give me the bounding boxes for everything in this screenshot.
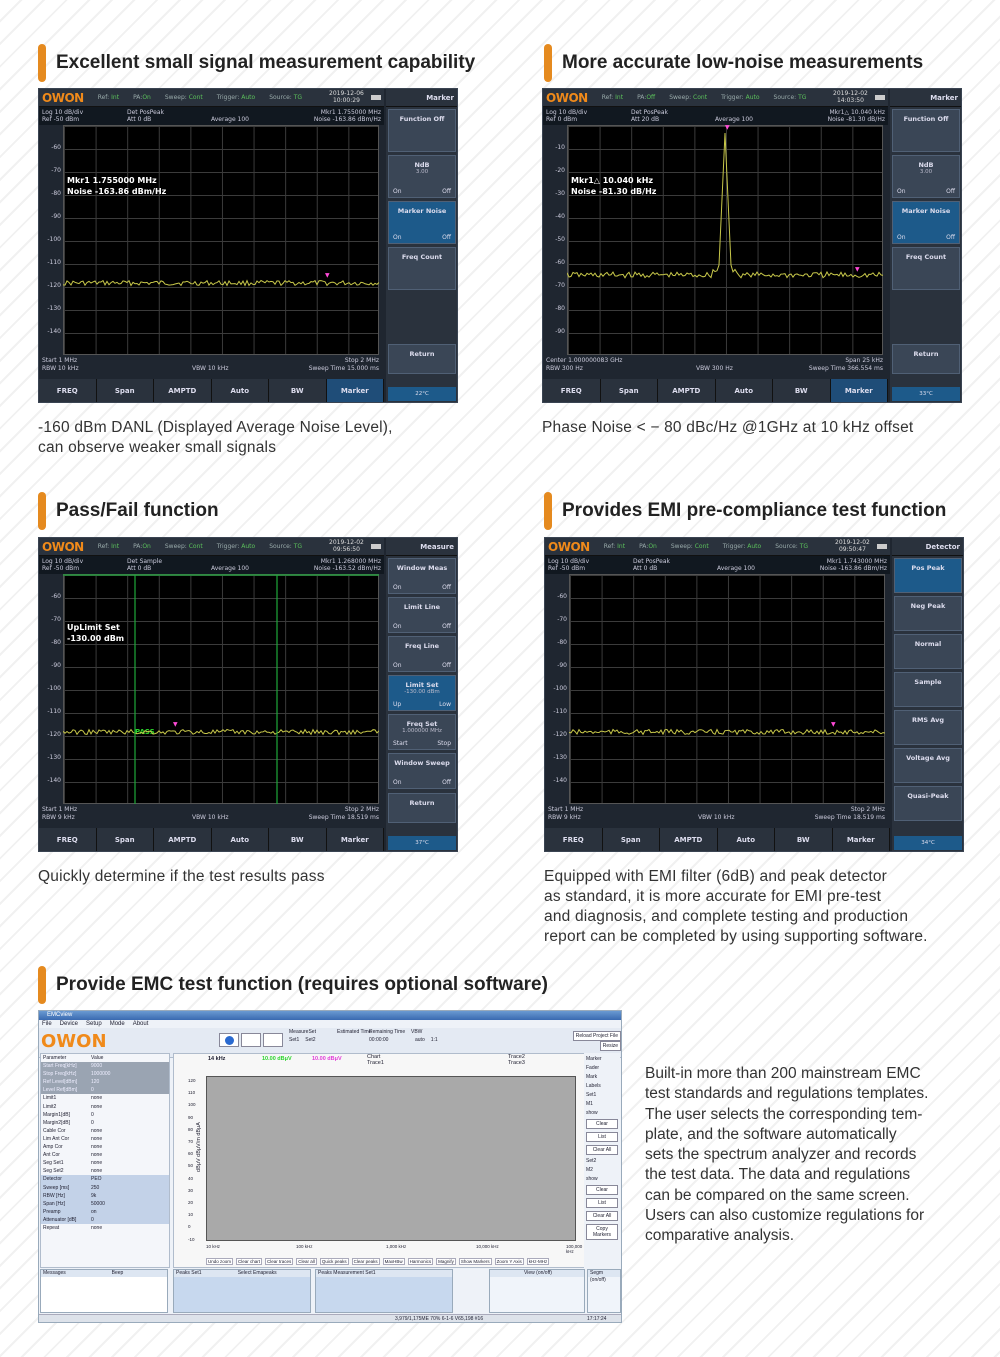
datetime: 2019-12-06 10:00:29 bbox=[329, 90, 364, 104]
softkey-marker[interactable]: Marker bbox=[327, 828, 385, 852]
y-tick: -90 bbox=[51, 662, 61, 669]
softkey-span[interactable]: Span bbox=[97, 828, 155, 852]
section-heading-pass-fail: Pass/Fail function bbox=[38, 492, 219, 530]
source-status: Source: TG bbox=[269, 543, 303, 550]
owon-logo: OWON bbox=[548, 539, 590, 554]
power-button[interactable] bbox=[219, 1033, 239, 1047]
bottom-panels bbox=[39, 1269, 622, 1315]
menu-item[interactable]: RMS Avg bbox=[894, 710, 962, 745]
trigger-status: Trigger: Auto bbox=[722, 543, 762, 550]
trace-svg bbox=[63, 125, 379, 355]
parameter-row[interactable]: Cable Cor none bbox=[43, 1127, 103, 1134]
spectrum-trace bbox=[567, 133, 883, 278]
sweep-status: Sweep: Cont bbox=[164, 543, 203, 550]
menu-file[interactable]: File bbox=[42, 1021, 52, 1027]
softkey-marker[interactable]: Marker bbox=[831, 379, 889, 403]
side-control[interactable]: Clear All bbox=[586, 1211, 618, 1221]
softkey-bar bbox=[545, 828, 890, 852]
y-tick: -80 bbox=[51, 190, 61, 197]
y-tick: -130 bbox=[553, 754, 567, 761]
marker-side-panel bbox=[584, 1053, 620, 1268]
emc-y-tick: 80 bbox=[188, 1126, 194, 1132]
menu-item[interactable]: NdB 3.00 On Off bbox=[892, 155, 960, 198]
emc-y-tick: 50 bbox=[188, 1163, 194, 1169]
emc-y-tick: 0 bbox=[188, 1224, 191, 1230]
measurement-info: Log 10 dB/div Ref -50 dBm Det PosPeak Att 0 dB Average 100 Mkr1 1.755000 MHz Noise -163.86 dBm/Hz bbox=[39, 107, 384, 125]
battery-icon bbox=[371, 95, 381, 100]
parameter-row[interactable]: Seg Set1 none bbox=[43, 1160, 103, 1167]
side-control: Labels bbox=[586, 1083, 601, 1089]
sweep-status: Sweep: Cont bbox=[669, 94, 708, 101]
trace-svg bbox=[569, 574, 885, 804]
menu-item[interactable]: Freq Count bbox=[388, 247, 456, 290]
chart-toolbar-button[interactable]: Show Markers bbox=[460, 1259, 490, 1264]
softkey-bar bbox=[39, 828, 384, 852]
side-control[interactable]: Clear bbox=[586, 1185, 618, 1195]
side-control: Mark bbox=[586, 1074, 598, 1080]
softkey-amptd[interactable]: AMPTD bbox=[154, 828, 212, 852]
side-control: Marker bbox=[586, 1056, 602, 1062]
emc-y-tick: 40 bbox=[188, 1175, 194, 1181]
analyzer-screen: OWON Ref: Int PA:On Sweep: Cont Trigger: Auto Source: TG 2019-12-06 10:00:29 Log 10 dB/div Ref -50 dBm Det PosPeak Att 0 dB Average 100 Mkr1 1.755000 MHz Noise -163.86 dBm/Hz -60 -70 -80 -90 -100 -110 -120 -130 -140 Mkr1 1.755000 MHz Noise -163.86 dBm/Hz Start 1 MHz RBW 10 kHz VBW 10 kHz Stop 2 MHz Sweep Time 15.000 ms FREQ Span AMPTD Auto BW Marker Marker Function Off NdB 3.00 On Off Marker Noise On Off Freq Count Return 22°C ▼ bbox=[38, 88, 458, 403]
ref-status: Ref: Int bbox=[603, 543, 626, 550]
parameter-row[interactable]: Level Ref[dBm] 0 bbox=[41, 1086, 169, 1094]
emc-x-tick: 100 kHz bbox=[296, 1244, 313, 1249]
chart-toolbar-button[interactable]: Clear all bbox=[298, 1259, 315, 1264]
softkey-bw[interactable]: BW bbox=[269, 828, 327, 852]
menu-item[interactable]: Freq Set 1.000000 MHz Start Stop bbox=[388, 714, 456, 750]
y-tick: -70 bbox=[51, 167, 61, 174]
softkey-auto[interactable]: Auto bbox=[718, 828, 776, 852]
emc-y-tick: -10 bbox=[188, 1236, 195, 1242]
menu-about[interactable]: About bbox=[132, 1021, 149, 1027]
emcview-window bbox=[38, 1010, 622, 1323]
softkey-auto[interactable]: Auto bbox=[212, 379, 270, 403]
run-button[interactable] bbox=[263, 1033, 283, 1047]
sweep-status: Sweep: Cont bbox=[164, 94, 203, 101]
ref-status: Ref: Int bbox=[97, 543, 120, 550]
function-menu: Measure Window Meas On Off Limit Line On Off Freq Line On Off Limit Set -130.00 dBm Up Low Freq Set 1.000000 MHz Start Stop Window Sweep On Off Return 37°C bbox=[386, 538, 458, 852]
softkey-freq[interactable]: FREQ bbox=[39, 828, 97, 852]
softkey-auto[interactable]: Auto bbox=[716, 379, 774, 403]
y-tick: -120 bbox=[553, 731, 567, 738]
side-control: Set2 bbox=[586, 1158, 597, 1164]
estimated-time-label: Estimated Time bbox=[337, 1029, 372, 1035]
y-tick: -30 bbox=[555, 190, 565, 197]
parameter-row[interactable]: Seg Set2 none bbox=[43, 1168, 103, 1175]
section-heading-small-signal: Excellent small signal measurement capability bbox=[38, 44, 475, 82]
chart-toolbar-button[interactable]: MaxHBw bbox=[384, 1259, 403, 1264]
menu-item[interactable]: Marker Noise On Off bbox=[892, 201, 960, 244]
y-tick: -90 bbox=[51, 213, 61, 220]
beep-checkbox[interactable]: Beep bbox=[111, 1270, 124, 1276]
marker-readout: Mkr1△ 10.040 kHz Noise -81.30 dB/Hz bbox=[571, 176, 657, 196]
menu-item[interactable]: Marker Noise On Off bbox=[388, 201, 456, 244]
y-tick: -20 bbox=[555, 167, 565, 174]
emc-y-tick: 10 bbox=[188, 1212, 194, 1218]
peaks-measurement-panel: Peaks Measurement Set1 bbox=[315, 1269, 453, 1313]
emc-y-tick: 90 bbox=[188, 1114, 194, 1120]
y-tick: -110 bbox=[47, 259, 61, 266]
pass-indicator: PASS bbox=[135, 728, 155, 736]
chart-toolbar-button[interactable]: Clear chart bbox=[238, 1259, 261, 1264]
y-tick: -100 bbox=[553, 685, 567, 692]
softkey-bw[interactable]: BW bbox=[773, 379, 831, 403]
measurement-info: Log 10 dB/div Ref -50 dBm Det Sample Att 0 dB Average 100 Mkr1 1.268000 MHz Noise -163.52 dBm/Hz bbox=[39, 556, 384, 574]
parameter-header: Parameter Value bbox=[43, 1055, 104, 1061]
menu-item[interactable]: Pos Peak bbox=[894, 558, 962, 593]
chart-toolbar-button[interactable]: kHz-MHz bbox=[528, 1259, 548, 1264]
messages-panel: Messages Beep bbox=[40, 1269, 168, 1313]
accent-bar bbox=[38, 966, 46, 1004]
section-heading-low-noise: More accurate low-noise measurements bbox=[544, 44, 923, 82]
y-tick: -100 bbox=[47, 685, 61, 692]
datetime: 2019-12-02 14:03:50 bbox=[833, 90, 868, 104]
owon-logo: OWON bbox=[42, 539, 84, 554]
chart-toolbar-button[interactable]: Zoom Y Axis bbox=[496, 1259, 522, 1264]
trace-svg bbox=[63, 574, 379, 804]
view-panel[interactable]: View (on/off) bbox=[489, 1269, 585, 1313]
y-tick: -50 bbox=[555, 236, 565, 243]
y-tick: -90 bbox=[555, 328, 565, 335]
pa-status: PA:On bbox=[639, 543, 657, 550]
parameter-row[interactable]: Sweep [ms] 250 bbox=[41, 1184, 169, 1192]
parameter-row[interactable]: RBW [Hz] 9k bbox=[41, 1192, 169, 1200]
caption-low-noise: Phase Noise < − 80 dBc/Hz @1GHz at 10 kHz offset bbox=[542, 419, 914, 436]
time-value: 00:00:00 bbox=[369, 1037, 389, 1043]
side-control: Fader bbox=[586, 1065, 600, 1071]
parameter-row[interactable]: Amp Cor none bbox=[43, 1144, 103, 1151]
marker-readout: Mkr1 1.755000 MHz Noise -163.86 dBm/Hz bbox=[67, 176, 167, 196]
softkey-amptd[interactable]: AMPTD bbox=[660, 828, 718, 852]
segm-panel[interactable]: Segm (on/off) bbox=[587, 1269, 621, 1313]
emc-y-tick: 60 bbox=[188, 1151, 194, 1157]
y-tick: -70 bbox=[51, 616, 61, 623]
marker-point: ▼ bbox=[725, 125, 730, 131]
owon-logo: OWON bbox=[546, 90, 588, 105]
softkey-span[interactable]: Span bbox=[97, 379, 155, 403]
trace1-label: Trace1 bbox=[367, 1060, 384, 1066]
side-control: M2 bbox=[586, 1167, 593, 1173]
parameter-row[interactable]: Ant Cor none bbox=[43, 1152, 103, 1159]
softkey-bw[interactable]: BW bbox=[269, 379, 327, 403]
accent-bar bbox=[544, 44, 552, 82]
vbw-label: VBW bbox=[411, 1029, 423, 1035]
measurement-info: Log 10 dB/div Ref -50 dBm Det PosPeak Att 0 dB Average 100 Mkr1 1.743000 MHz Noise -163.86 dBm/Hz bbox=[545, 556, 890, 574]
parameter-row[interactable]: Limit1 none bbox=[43, 1095, 103, 1102]
source-status: Source: TG bbox=[775, 543, 809, 550]
chart-toolbar-button[interactable]: Quick peaks bbox=[321, 1259, 347, 1264]
side-control: show bbox=[586, 1176, 598, 1182]
source-status: Source: TG bbox=[269, 94, 303, 101]
y-tick: -120 bbox=[47, 282, 61, 289]
y-tick: -70 bbox=[557, 616, 567, 623]
legend-2: 10.00 dBμV bbox=[312, 1056, 342, 1062]
menu-item[interactable]: Freq Line On Off bbox=[388, 636, 456, 672]
trigger-status: Trigger: Auto bbox=[216, 543, 256, 550]
y-tick: -80 bbox=[557, 639, 567, 646]
y-tick: -80 bbox=[51, 639, 61, 646]
parameter-row[interactable]: Limit2 none bbox=[43, 1103, 103, 1110]
datetime: 2019-12-02 09:50:47 bbox=[835, 539, 870, 553]
menu-item[interactable]: Quasi-Peak bbox=[894, 786, 962, 821]
softkey-auto[interactable]: Auto bbox=[212, 828, 270, 852]
pa-status: PA:On bbox=[133, 94, 151, 101]
trace2-label: Trace2 bbox=[508, 1054, 525, 1060]
side-control: Set1 bbox=[586, 1092, 597, 1098]
source-status: Source: TG bbox=[773, 94, 807, 101]
function-menu: Marker Function Off NdB 3.00 On Off Marker Noise On Off Freq Count Return 33°C bbox=[890, 89, 962, 403]
parameter-row[interactable]: Detector PEO bbox=[41, 1175, 169, 1183]
chart-label: Chart bbox=[367, 1054, 381, 1060]
menu-item[interactable]: Return bbox=[892, 344, 960, 374]
emc-plot-area[interactable] bbox=[206, 1076, 576, 1241]
y-tick: -140 bbox=[553, 777, 567, 784]
y-tick: -110 bbox=[553, 708, 567, 715]
trigger-status: Trigger: Auto bbox=[721, 94, 760, 101]
reload-project-button[interactable]: Reload Project File bbox=[573, 1031, 621, 1041]
emc-x-tick: 10 kHz bbox=[206, 1244, 221, 1249]
ref-status: Ref: Int bbox=[601, 94, 624, 101]
softkey-freq[interactable]: FREQ bbox=[39, 379, 97, 403]
datetime: 2019-12-02 09:56:50 bbox=[329, 539, 364, 553]
chart-toolbar-button[interactable]: Undo zoom bbox=[208, 1259, 232, 1264]
parameter-table bbox=[40, 1053, 170, 1268]
vbw-options[interactable]: auto 1:1 bbox=[415, 1037, 438, 1043]
softkey-freq[interactable]: FREQ bbox=[545, 828, 603, 852]
side-control[interactable]: List bbox=[586, 1132, 618, 1142]
emc-y-tick: 70 bbox=[188, 1139, 194, 1144]
softkey-amptd[interactable]: AMPTD bbox=[658, 379, 716, 403]
pa-status: PA:On bbox=[133, 543, 151, 550]
trace-svg bbox=[567, 125, 883, 355]
chart-toolbar-button[interactable]: Magnify bbox=[438, 1259, 454, 1264]
menu-item[interactable]: Normal bbox=[894, 634, 962, 669]
menu-item[interactable]: Neg Peak bbox=[894, 596, 962, 631]
sweep-status: Sweep: Cont bbox=[670, 543, 709, 550]
parameter-row[interactable]: Preamp on bbox=[41, 1208, 169, 1216]
menu-item[interactable]: Function Off bbox=[388, 109, 456, 152]
battery-icon bbox=[371, 544, 381, 549]
resize-button[interactable]: Resize bbox=[600, 1041, 621, 1051]
menu-item[interactable]: Sample bbox=[894, 672, 962, 707]
menu-item[interactable]: Voltage Avg bbox=[894, 748, 962, 783]
chart-toolbar-button[interactable]: Clear traces bbox=[267, 1259, 292, 1264]
parameter-row[interactable]: Stop Freq[kHz] 1000000 bbox=[41, 1070, 169, 1078]
section-heading-emi: Provides EMI pre-compliance test function bbox=[544, 492, 946, 530]
menu-item[interactable]: Return bbox=[388, 344, 456, 374]
pa-status: PA:Off bbox=[637, 94, 656, 101]
marker-point: ▼ bbox=[831, 721, 836, 728]
measure-set-radios[interactable]: Set1 Set2 bbox=[289, 1037, 316, 1043]
side-control[interactable]: Clear bbox=[586, 1119, 618, 1129]
accent-bar bbox=[38, 492, 46, 530]
remaining-time-label: Remaining Time bbox=[369, 1029, 406, 1035]
analyzer-screen: OWON Ref: Int PA:On Sweep: Cont Trigger: Auto Source: TG 2019-12-02 09:50:47 Log 10 dB/div Ref -50 dBm Det PosPeak Att 0 dB Average 100 Mkr1 1.743000 MHz Noise -163.86 dBm/Hz -60 -70 -80 -90 -100 -110 -120 -130 -140 Start 1 MHz RBW 9 kHz VBW 10 kHz Stop 2 MHz Sweep Time 18.519 ms FREQ Span AMPTD Auto BW Marker Detector Pos Peak Neg Peak Normal Sample RMS Avg Voltage Avg Quasi-Peak 34°C ▼ bbox=[544, 537, 964, 852]
softkey-marker[interactable]: Marker bbox=[833, 828, 891, 852]
emc-y-tick: 20 bbox=[188, 1200, 194, 1205]
marker-point: ▼ bbox=[173, 721, 178, 728]
owon-logo: OWON bbox=[42, 90, 84, 105]
side-control: show bbox=[586, 1110, 598, 1116]
menu-item[interactable]: Window Meas On Off bbox=[388, 558, 456, 594]
y-tick: -140 bbox=[47, 777, 61, 784]
caption-emi: Equipped with EMI filter (6dB) and peak detector as standard, it is more accurate for EMI pre-test and diagnosis, and complete testing and production report can be completed by using supporting software. bbox=[544, 868, 928, 945]
emc-chart-panel bbox=[173, 1053, 585, 1268]
temperature-status: 37°C bbox=[388, 836, 456, 850]
marker-point: ▼ bbox=[325, 272, 330, 279]
caption-emc: Built-in more than 200 mainstream EMC test standards and regulations templates. The user selects the corresponding tem- plate, and the software automatically sets the spectrum analyzer and records the test data. The data and regulations can be compared on the same screen. Users can also customize regulations for comparative analysis. bbox=[645, 1065, 929, 1245]
y-tick: -90 bbox=[557, 662, 567, 669]
accent-bar bbox=[544, 492, 552, 530]
side-control[interactable]: Clear All bbox=[586, 1145, 618, 1155]
softkey-bar bbox=[39, 379, 384, 403]
peaks-set1-panel: Peaks Set1 Select Emapeaks bbox=[173, 1269, 311, 1313]
emc-x-tick: 1,000 kHz bbox=[386, 1244, 407, 1249]
softkey-span[interactable]: Span bbox=[601, 379, 659, 403]
analyzer-screen: OWON Ref: Int PA:On Sweep: Cont Trigger: Auto Source: TG 2019-12-02 09:56:50 Log 10 dB/div Ref -50 dBm Det Sample Att 0 dB Average 100 Mkr1 1.268000 MHz Noise -163.52 dBm/Hz -60 -70 -80 -90 -100 -110 -120 -130 -140 UpLimit Set -130.00 dBm PASS Start 1 MHz RBW 9 kHz VBW 10 kHz Stop 2 MHz Sweep Time 18.519 ms FREQ Span AMPTD Auto BW Marker Measure Window Meas On Off Limit Line On Off Freq Line On Off Limit Set -130.00 dBm Up Low Freq Set 1.000000 MHz Start Stop Window Sweep On Off Return 37°C ▼ bbox=[38, 537, 458, 852]
y-tick: -10 bbox=[555, 144, 565, 151]
chart-toolbar-button[interactable]: Clear peaks bbox=[353, 1259, 378, 1264]
window-title: EMCview bbox=[39, 1011, 621, 1020]
y-tick: -130 bbox=[47, 754, 61, 761]
parameter-row[interactable]: Margin1[dB] 0 bbox=[43, 1111, 94, 1118]
menu-device[interactable]: Device bbox=[59, 1021, 79, 1027]
menu-mode[interactable]: Mode bbox=[109, 1021, 125, 1027]
parameter-row[interactable]: Span [Hz] 50000 bbox=[41, 1200, 169, 1208]
spectrum-trace bbox=[569, 730, 885, 735]
softkey-marker[interactable]: Marker bbox=[327, 379, 385, 403]
menu-item[interactable]: Limit Set -130.00 dBm Up Low bbox=[388, 675, 456, 711]
y-tick: -120 bbox=[47, 731, 61, 738]
caption-pass-fail: Quickly determine if the test results pass bbox=[38, 868, 325, 885]
spectrum-trace bbox=[63, 730, 379, 735]
emc-y-tick: 30 bbox=[188, 1187, 194, 1193]
menu-item[interactable]: Window Sweep On Off bbox=[388, 753, 456, 789]
function-menu: Marker Function Off NdB 3.00 On Off Marker Noise On Off Freq Count Return 22°C bbox=[386, 89, 458, 403]
y-tick: -40 bbox=[555, 213, 565, 220]
temperature-status: 34°C bbox=[894, 836, 962, 850]
caption-small-signal: -160 dBm DANL (Displayed Average Noise Level), can observe weaker small signals bbox=[38, 419, 393, 456]
section-heading-emc: Provide EMC test function (requires optional software) bbox=[38, 966, 548, 1004]
side-control[interactable]: Copy Markers bbox=[586, 1224, 618, 1240]
parameter-row[interactable]: Start Freq[kHz] 9000 bbox=[41, 1062, 169, 1070]
battery-icon bbox=[875, 95, 885, 100]
y-tick: -80 bbox=[555, 305, 565, 312]
freq-label: 14 kHz bbox=[208, 1056, 226, 1062]
softkey-amptd[interactable]: AMPTD bbox=[154, 379, 212, 403]
emc-x-tick: 100,000 kHz bbox=[566, 1244, 583, 1254]
measurement-info: Log 10 dB/div Ref 0 dBm Det PosPeak Att 20 dB Average 100 Mkr1△ 10.040 kHz Noise -81.30 dB/Hz bbox=[543, 107, 888, 125]
function-menu: Detector Pos Peak Neg Peak Normal Sample RMS Avg Voltage Avg Quasi-Peak 34°C bbox=[892, 538, 964, 852]
y-tick: -100 bbox=[47, 236, 61, 243]
y-tick: -60 bbox=[557, 593, 567, 600]
y-tick: -60 bbox=[51, 144, 61, 151]
emc-y-tick: 100 bbox=[188, 1102, 196, 1108]
status-bar: 3,979/1,175ME 70% 6-1-6 V65,198 #16 17:17:24 bbox=[39, 1314, 622, 1322]
trace3-label: Trace3 bbox=[508, 1060, 525, 1066]
softkey-bar bbox=[543, 379, 888, 403]
parameter-row[interactable]: Ref Level[dBm] 120 bbox=[41, 1078, 169, 1086]
marker-readout: UpLimit Set -130.00 dBm bbox=[67, 623, 125, 643]
y-tick: -70 bbox=[555, 282, 565, 289]
side-control: M1 bbox=[586, 1101, 593, 1107]
emc-x-tick: 10,000 kHz bbox=[476, 1244, 499, 1249]
analyzer-screen: OWON Ref: Int PA:Off Sweep: Cont Trigger: Auto Source: TG 2019-12-02 14:03:50 Log 10 dB/div Ref 0 dBm Det PosPeak Att 20 dB Average 100 Mkr1△ 10.040 kHz Noise -81.30 dB/Hz -10 -20 -30 -40 -50 -60 -70 -80 -90 Mkr1△ 10.040 kHz Noise -81.30 dB/Hz Center 1.000000083 GHz RBW 300 Hz VBW 300 Hz Span 25 kHz Sweep Time 366.554 ms FREQ Span AMPTD Auto BW Marker Marker Function Off NdB 3.00 On Off Marker Noise On Off Freq Count Return 33°C ▼ ▼ bbox=[542, 88, 962, 403]
clock: 17:17:24 bbox=[587, 1316, 607, 1322]
owon-logo: OWON bbox=[41, 1031, 107, 1052]
y-axis-label: dBμV dBμV/m dBμA bbox=[195, 1122, 202, 1172]
marker-point: ▼ bbox=[855, 266, 860, 273]
legend-1: 10.00 dBμV bbox=[262, 1056, 292, 1062]
battery-icon bbox=[877, 544, 887, 549]
y-tick: -140 bbox=[47, 328, 61, 335]
temperature-status: 33°C bbox=[892, 387, 960, 401]
side-control[interactable]: List bbox=[586, 1198, 618, 1208]
chart-toolbar-button[interactable]: Harmonics bbox=[409, 1259, 432, 1264]
y-tick: -60 bbox=[555, 259, 565, 266]
menu-item[interactable]: Function Off bbox=[892, 109, 960, 152]
parameter-row[interactable]: Repeat none bbox=[43, 1224, 103, 1231]
accent-bar bbox=[38, 44, 46, 82]
parameter-row[interactable]: Lim Ant Cor none bbox=[43, 1135, 103, 1142]
spectrum-trace bbox=[63, 281, 379, 286]
menu-item[interactable]: Return bbox=[388, 793, 456, 823]
temperature-status: 22°C bbox=[388, 387, 456, 401]
emc-y-tick: 120 bbox=[188, 1078, 196, 1083]
parameter-row[interactable]: Attenuator [dB] 0 bbox=[41, 1216, 169, 1224]
menu-item[interactable]: NdB 3.00 On Off bbox=[388, 155, 456, 198]
menu-item[interactable]: Limit Line On Off bbox=[388, 597, 456, 633]
parameter-row[interactable]: Margin2[dB] 0 bbox=[43, 1119, 94, 1126]
y-tick: -130 bbox=[47, 305, 61, 312]
power-icon bbox=[225, 1036, 234, 1045]
softkey-freq[interactable]: FREQ bbox=[543, 379, 601, 403]
menu-bar bbox=[39, 1020, 621, 1028]
menu-setup[interactable]: Setup bbox=[86, 1021, 102, 1027]
connect-button[interactable] bbox=[241, 1033, 261, 1047]
emc-y-tick: 110 bbox=[188, 1090, 196, 1096]
trigger-status: Trigger: Auto bbox=[216, 94, 256, 101]
measure-set-label: MeasureSet bbox=[289, 1029, 316, 1035]
ref-status: Ref: Int bbox=[97, 94, 120, 101]
softkey-bw[interactable]: BW bbox=[775, 828, 833, 852]
menu-item[interactable]: Freq Count bbox=[892, 247, 960, 290]
y-tick: -110 bbox=[47, 708, 61, 715]
softkey-span[interactable]: Span bbox=[603, 828, 661, 852]
y-tick: -60 bbox=[51, 593, 61, 600]
